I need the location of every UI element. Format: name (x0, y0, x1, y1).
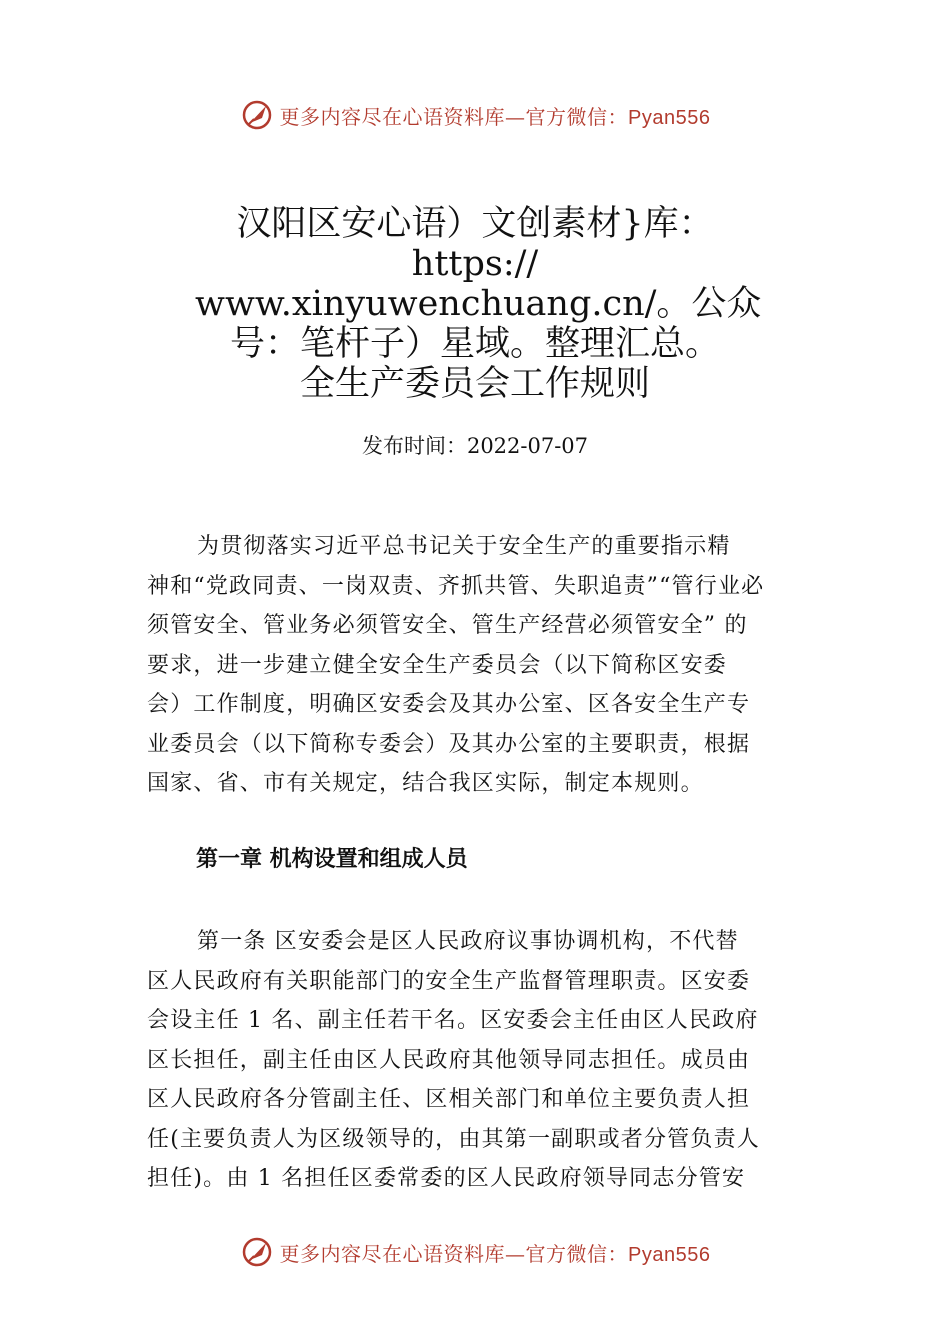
paragraph-line: 神和“党政同责、一岗双责、齐抓共管、失职追责”“管行业必 (147, 573, 765, 599)
article-one-paragraph (147, 922, 817, 1199)
title-line: 汉阳区安心语）文创素材}库： (236, 204, 714, 244)
paragraph-line: 第一条 区安委会是区人民政府议事协调机构，不代替 (197, 929, 739, 954)
paragraph-line: 业委员会（以下简称专委会）及其办公室的主要职责，根据 (147, 731, 751, 757)
intro-paragraph (147, 527, 817, 804)
paragraph-line: 区人民政府各分管副主任、区相关部门和单位主要负责人担 (147, 1087, 751, 1112)
quill-logo-icon (240, 98, 274, 132)
chapter-heading: 第一章 机构设置和组成人员 (196, 847, 468, 872)
paragraph-line: 要求，进一步建立健全安全生产委员会（以下简称区安委 (147, 652, 728, 678)
paragraph-line: 区人民政府有关职能部门的安全生产监督管理职责。区安委 (147, 968, 751, 994)
wechat-handle: Pyan556 (628, 1243, 711, 1266)
title-line: 号：笔杆子）星域。整理汇总。 (229, 324, 720, 364)
header-banner (0, 95, 950, 135)
banner-text: 更多内容尽在心语资料库—官方微信：Pyan556 (279, 104, 711, 129)
wechat-handle: Pyan556 (628, 106, 711, 129)
paragraph-line: 国家、省、市有关规定，结合我区实际，制定本规则。 (147, 771, 704, 796)
title-line: https:// (411, 244, 539, 284)
banner-text: 更多内容尽在心语资料库—官方微信：Pyan556 (279, 1241, 711, 1266)
paragraph-line: 须管安全、管业务必须管安全、管生产经营必须管安全” 的 (147, 613, 748, 638)
footer-banner (0, 1232, 950, 1272)
publish-time: 发布时间：2022-07-07 (361, 434, 589, 458)
document-title (195, 204, 762, 404)
title-line: 全生产委员会工作规则 (299, 364, 650, 404)
paragraph-line: 区长担任，副主任由区人民政府其他领导同志担任。成员由 (147, 1047, 751, 1073)
paragraph-line: 会设主任 1 名、副主任若干名。区安委会主任由区人民政府 (147, 1008, 759, 1033)
paragraph-line: 会）工作制度，明确区安委会及其办公室、区各安全生产专 (147, 692, 751, 717)
quill-logo-icon (240, 1235, 274, 1269)
title-line: www.xinyuwenchuang.cn/。公众 (195, 284, 762, 324)
paragraph-line: 担任)。由 1 名担任区委常委的区人民政府领导同志分管安 (147, 1166, 746, 1191)
paragraph-line: 为贯彻落实习近平总书记关于安全生产的重要指示精 (197, 534, 731, 559)
paragraph-line: 任(主要负责人为区级领导的，由其第一副职或者分管负责人 (147, 1126, 760, 1152)
